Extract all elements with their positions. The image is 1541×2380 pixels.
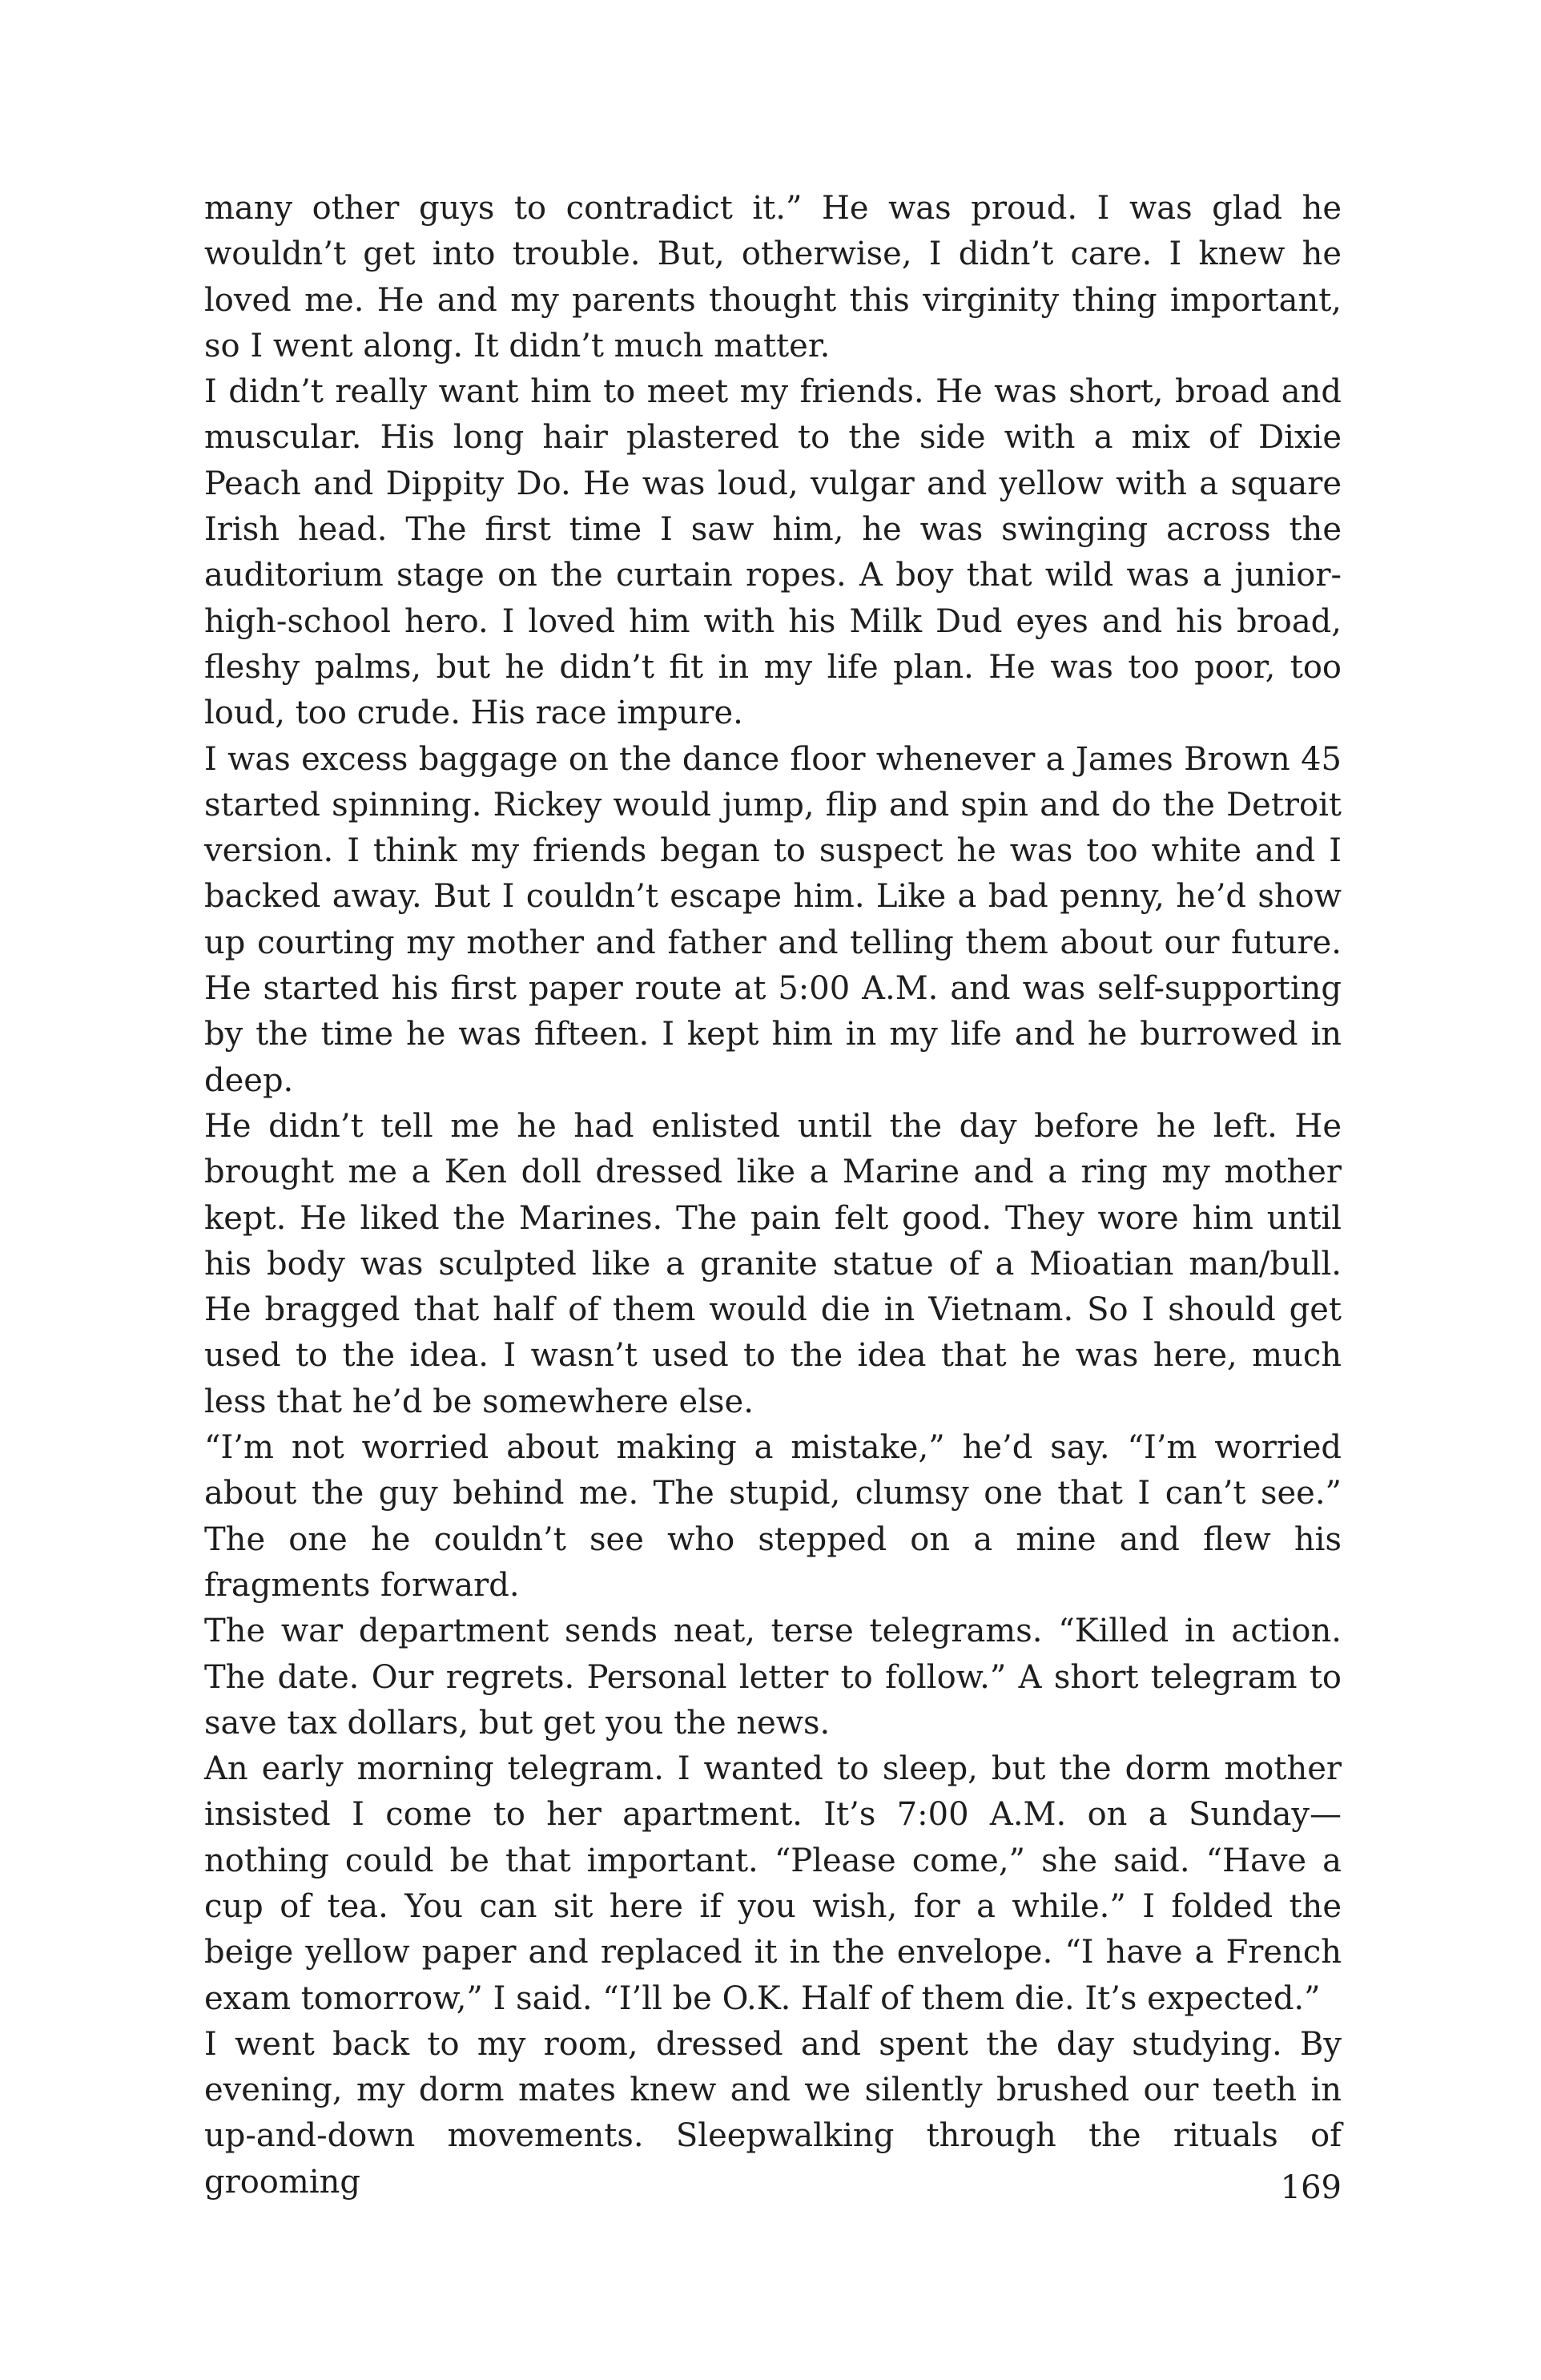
paragraph: I went back to my room, dressed and spent the day studying. By evening, my dorm mates knew and we silently brushed our teeth in up-and-down movements. Sleepwalking through the rituals of grooming (204, 2025, 1342, 2201)
page-number: 169 (1280, 2169, 1342, 2206)
paragraph: I didn’t really want him to meet my friends. He was short, broad and muscular. His long hair plastered to the side with a mix of Dixie Peach and Dippity Do. He was loud, vulgar and yellow with a square Irish head. The first time I saw him, he was swinging across the auditorium stage on the curtain ropes. A boy that wild was a junior-high-school hero. I loved him with his Milk Dud eyes and his broad, fleshy palms, but he didn’t fit in my life plan. He was too poor, too loud, too crude. His race impure. (204, 373, 1342, 732)
paragraph: The war department sends neat, terse telegrams. “Killed in action. The date. Our regrets. Personal letter to follow.” A short telegram to save tax dollars, but get you the news. (204, 1613, 1342, 1742)
paragraph: An early morning telegram. I wanted to sleep, but the dorm mother insisted I come to her apartment. It’s 7:00 A.M. on a Sunday—nothing could be that important. “Please come,” she said. “Have a cup of tea. You can sit here if you wish, for a while.” I folded the beige yellow paper and replaced it in the envelope. “I have a French exam tomorrow,” I said. “I’ll be O.K. Half of them die. It’s expected.” (204, 1750, 1342, 2017)
paragraph: I was excess baggage on the dance floor whenever a James Brown 45 started spinning. Rickey would jump, flip and spin and do the Detroit version. I think my friends began to suspect he was too white and I backed away. But I couldn’t escape him. Like a bad penny, he’d show up courting my mother and father and telling them about our future. He started his first paper route at 5:00 A.M. and was self-supporting by the time he was fifteen. I kept him in my life and he burrowed in deep. (204, 740, 1342, 1099)
paragraph: He didn’t tell me he had enlisted until the day before he left. He brought me a Ken doll dressed like a Marine and a ring my mother kept. He liked the Marines. The pain felt good. They wore him until his body was sculpted like a granite statue of a Mioatian man/bull. He bragged that half of them would die in Vietnam. So I should get used to the idea. I wasn’t used to the idea that he was here, much less that he’d be somewhere else. (204, 1107, 1342, 1420)
body-text (204, 186, 1342, 2205)
paragraph: “I’m not worried about making a mistake,” he’d say. “I’m worried about the guy behind me. The stupid, clumsy one that I can’t see.” The one he couldn’t see who stepped on a mine and flew his fragments forward. (204, 1429, 1342, 1604)
paragraph: many other guys to contradict it.” He was proud. I was glad he wouldn’t get into trouble. But, otherwise, I didn’t care. I knew he loved me. He and my parents thought this virginity thing important, so I went along. It didn’t much matter. (204, 190, 1342, 364)
